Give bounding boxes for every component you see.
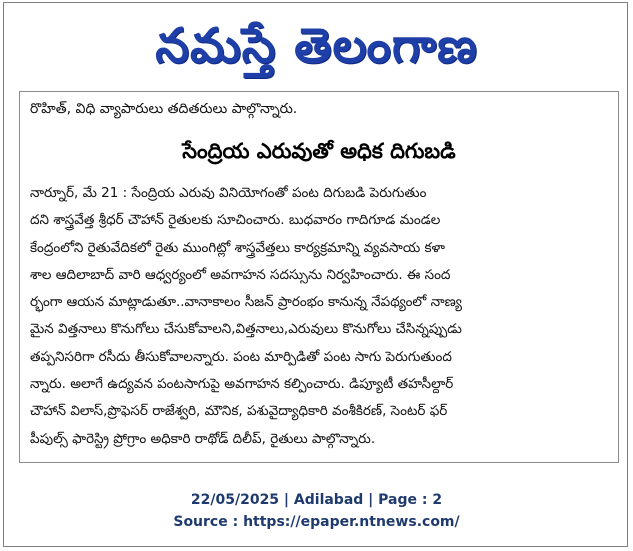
clipping-footer: [4, 489, 629, 533]
edition-meta: 22/05/2025 | Adilabad | Page : 2: [190, 492, 443, 508]
article-body-line: ర్భంగా ఆయన మాట్లాడుతూ..వానాకాలం సీజన్ ప్రారంభం కానున్న నేపథ్యంలో నాణ్య: [30, 294, 462, 311]
article-body-line: శాల ఆదిలాబాద్ వారి ఆధ్వర్యంలో అవగాహన సదస్సును నిర్వహించారు. ఈ సంద: [30, 266, 451, 283]
source-link[interactable]: Source : https://epaper.ntnews.com/: [173, 514, 460, 530]
article-body-line: దని శాస్త్రవేత్త శ్రీధర్ చౌహాన్ రైతులకు సూచించారు. బుధవారం గాదిగూడ మండల: [30, 212, 441, 229]
news-clipping: [19, 91, 619, 463]
article-headline: సేంద్రియ ఎరువుతో అధిక దిగుబడి: [182, 139, 456, 163]
newspaper-masthead: నమస్తే తెలంగాణ: [155, 18, 478, 74]
article-body-line: మైన విత్తనాలు కొనుగోలు చేసుకోవాలని,విత్తనాలు,ఎరువులు కొనుగోలు చేసిన్నప్పుడు: [30, 321, 462, 338]
article-body-line: పీపుల్స్ ఫారెస్ట్రి ప్రోగ్రాం అధికారి రాథోడ్ దిలీప్, రైతులు పాల్గొన్నారు.: [30, 430, 376, 447]
article-body-line: కేంద్రంలోని రైతువేదికలో రైతు ముంగిట్లో శాస్త్రవేత్తలు కార్యక్రమాన్ని వ్యవసాయ కళా: [30, 239, 446, 256]
page-frame: [3, 2, 628, 547]
article-body-line: న్నారు. అలాగే ఉద్యవన పంటసాగుపై అవగాహన కల్పించారు. డిప్యూటీ తహసీల్దార్: [30, 376, 454, 393]
article-body-line: చౌహాన్ విలాస్,ప్రొఫెసర్ రాజేశ్వరి, మౌనిక, పశువైద్యాధికారి వంశీకిరణ్, సెంటర్ ఫర్: [30, 403, 448, 420]
article-body-line: నార్నూర్, మే 21 : సేంద్రియ ఎరువు వినియోగంతో పంట దిగుబడి పెరుగుతుం: [30, 185, 427, 201]
article-body-line: తప్పనిసరిగా రసీదు తీసుకోవాలన్నారు. పంట మార్పిడితో పంట సాగు పెరుగుతుంద: [30, 348, 452, 365]
previous-article-tail: రొహిత్, విధి వ్యాపారులు తదితరులు పాల్గొన్నారు.: [30, 101, 298, 117]
article-body: [30, 180, 610, 453]
